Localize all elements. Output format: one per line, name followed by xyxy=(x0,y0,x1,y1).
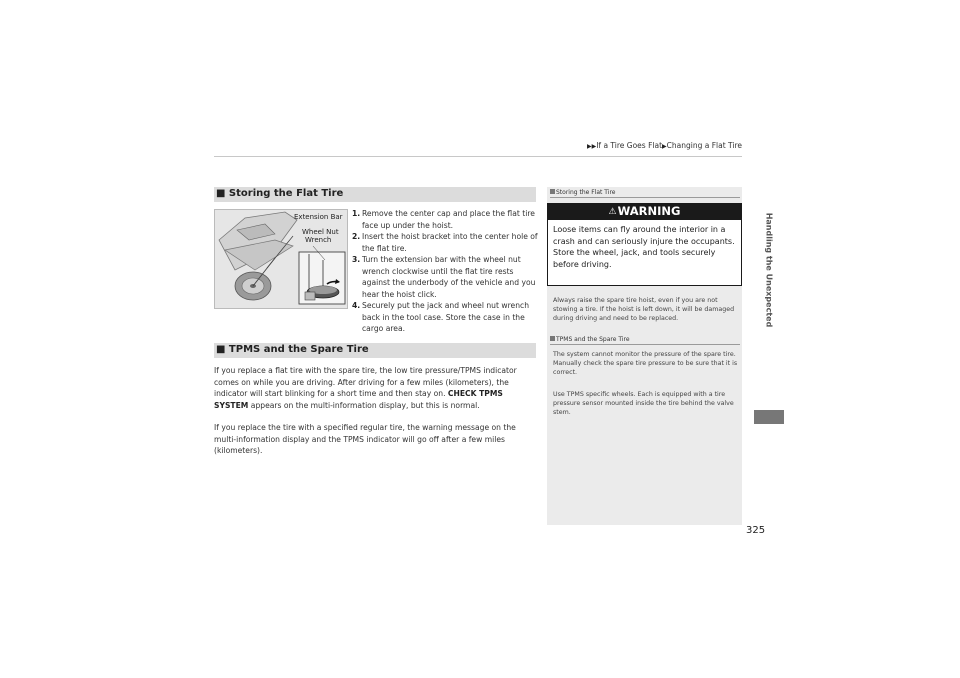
step-text: Remove the center cap and place the flat tire face up under the hoist. xyxy=(362,209,535,230)
tpms-paragraph-2: If you replace the tire with a specified regular tire, the warning message on the multi-information display and the TPMS indicator will go off after a few miles (kilometers). xyxy=(214,423,516,455)
step-number: 1. xyxy=(352,209,361,218)
chapter-side-tab xyxy=(754,130,784,410)
step-item xyxy=(352,300,538,335)
note-title-storing: Storing the Flat Tire xyxy=(550,189,615,196)
page-number: 325 xyxy=(746,525,766,536)
warning-triangle-icon: ⚠ xyxy=(608,207,617,217)
chapter-marker xyxy=(754,410,784,424)
step-item xyxy=(352,231,538,254)
section-title-tpms: ■ TPMS and the Spare Tire xyxy=(216,344,369,355)
note-title-tpms: TPMS and the Spare Tire xyxy=(550,336,630,343)
step-number: 3. xyxy=(352,255,361,264)
note-marker-icon xyxy=(550,189,555,194)
section-header-storing xyxy=(214,187,536,202)
step-text: Securely put the jack and wheel nut wrench back in the tool case. Store the case in the cargo area. xyxy=(362,301,530,333)
warning-header xyxy=(547,203,742,220)
breadcrumb-part-1[interactable]: If a Tire Goes Flat xyxy=(596,141,663,150)
step-number: 4. xyxy=(352,301,361,310)
section-header-tpms xyxy=(214,343,536,358)
tpms-paragraph-1: If you replace a flat tire with the spare tire, the low tire pressure/TPMS indicator comes on while you are driving. After driving for a few miles (kilometers), the indicator will start blinking for a short time and then stay on. CHECK TPMS SYSTEM appears on the multi-information display, but this is normal. xyxy=(214,366,517,410)
warning-title: WARNING xyxy=(617,204,681,218)
breadcrumb-part-2[interactable]: Changing a Flat Tire xyxy=(666,141,742,150)
figure-label-extension-bar: Extension Bar xyxy=(294,213,343,221)
note-text-tpms-1: The system cannot monitor the pressure of the spare tire. Manually check the spare tire pressure to be sure that it is correct. xyxy=(553,351,738,377)
note-divider xyxy=(550,344,740,345)
chapter-side-tab-label: Handling the Unexpected xyxy=(764,212,774,328)
cargo-area-drawing xyxy=(215,210,347,308)
note-marker-icon xyxy=(550,336,555,341)
figure-label-wheel-nut-wrench-2: Wrench xyxy=(305,236,332,244)
breadcrumb xyxy=(587,141,742,150)
tpms-check-message: CHECK TPMS SYSTEM xyxy=(214,389,503,410)
step-text: Turn the extension bar with the wheel nut wrench clockwise until the flat tire rests against the underbody of the vehicle and you hear the hoist click. xyxy=(362,255,536,299)
breadcrumb-arrows-icon: ▶▶ xyxy=(586,143,597,150)
storing-tire-illustration xyxy=(214,209,348,309)
figure-label-wheel-nut-wrench-1: Wheel Nut xyxy=(302,228,339,236)
storing-steps-list xyxy=(352,208,538,335)
note-text-tpms-2: Use TPMS specific wheels. Each is equipped with a tire pressure sensor mounted inside the tire behind the valve stem. xyxy=(553,391,734,417)
note-divider xyxy=(550,197,740,198)
note-text-storing: Always raise the spare tire hoist, even if you are not stowing a tire. If the hoist is left down, it will be damaged during driving and need to be replaced. xyxy=(553,297,735,323)
section-title-storing: ■ Storing the Flat Tire xyxy=(216,188,344,199)
warning-text: Loose items can fly around the interior in a crash and can seriously injure the occupants. Store the wheel, jack, and tools securely before driving. xyxy=(547,220,742,286)
step-number: 2. xyxy=(352,232,361,241)
header-divider xyxy=(214,156,742,157)
breadcrumb-arrow-icon: ▶ xyxy=(662,143,667,150)
step-text: Insert the hoist bracket into the center hole of the flat tire. xyxy=(362,232,538,253)
step-item xyxy=(352,208,538,231)
step-item xyxy=(352,254,538,300)
